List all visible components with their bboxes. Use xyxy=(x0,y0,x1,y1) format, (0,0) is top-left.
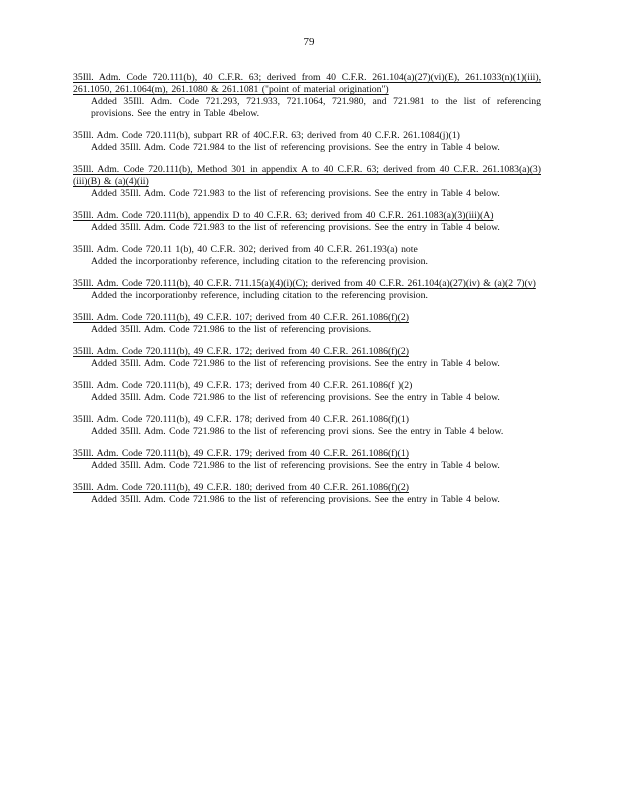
page-number: 79 xyxy=(303,36,315,48)
entry-citation: 35Ill. Adm. Code 720.111(b), 49 C.F.R. 179; derived from 40 C.F.R. 261.1086(f)(1) xyxy=(73,448,409,459)
entry-citation: 35Ill. Adm. Code 720.111(b), appendix D to 40 C.F.R. 63; derived from 40 C.F.R. 261.1083(a)(3)(iii)(A) xyxy=(73,210,494,221)
entry-note: Added 35Ill. Adm. Code 721.986 to the list of referencing provisions. xyxy=(91,324,372,335)
entry-citation: 35Ill. Adm. Code 720.111(b), 40 C.F.R. 63; derived from 40 C.F.R. 261.104(a)(27)(vi)(E), 261.1033(n)(1)(iii), 261.1050, 261.1064(m), 261.1080 & 261.1081 ("point of material origination") xyxy=(73,72,541,95)
entry-note: Added 35Ill. Adm. Code 721.986 to the list of referencing provisions. See the entry in Table 4 below. xyxy=(91,460,500,471)
entry-note: Added the incorporationby reference, including citation to the referencing provision. xyxy=(91,256,428,267)
entry-note: Added 35Ill. Adm. Code 721.986 to the list of referencing provisions. See the entry in Table 4 below. xyxy=(91,358,500,369)
entry-1 xyxy=(73,72,541,120)
entry-9 xyxy=(73,380,541,404)
entry-citation: 35Ill. Adm. Code 720.111(b), 49 C.F.R. 178; derived from 40 C.F.R. 261.1086(f)(1) xyxy=(73,414,409,425)
entry-note: Added 35Ill. Adm. Code 721.983 to the list of referencing provisions. See the entry in Table 4 below. xyxy=(91,188,500,199)
entry-note: Added 35Ill. Adm. Code 721.986 to the list of referencing provisions. See the entry in Table 4 below. xyxy=(91,494,500,505)
entry-4 xyxy=(73,210,541,234)
entry-citation: 35Ill. Adm. Code 720.111(b), subpart RR of 40C.F.R. 63; derived from 40 C.F.R. 261.1084(j)(1) xyxy=(73,130,460,141)
entry-note: Added 35Ill. Adm. Code 721.293, 721.933, 721.1064, 721.980, and 721.981 to the list of referencing provisions. See the entry in Table 4below. xyxy=(91,96,541,119)
entry-citation: 35Ill. Adm. Code 720.11 1(b), 40 C.F.R. 302; derived from 40 C.F.R. 261.193(a) note xyxy=(73,244,418,255)
entry-note: Added the incorporationby reference, including citation to the referencing provision. xyxy=(91,290,428,301)
entry-note: Added 35Ill. Adm. Code 721.984 to the list of referencing provisions. See the entry in Table 4 below. xyxy=(91,142,500,153)
entry-7 xyxy=(73,312,541,336)
entry-citation: 35Ill. Adm. Code 720.111(b), 49 C.F.R. 172; derived from 40 C.F.R. 261.1086(f)(2) xyxy=(73,346,409,357)
entry-8 xyxy=(73,346,541,370)
entry-10 xyxy=(73,414,541,438)
entry-citation: 35Ill. Adm. Code 720.111(b), Method 301 in appendix A to 40 C.F.R. 63; derived from 40 C.F.R. 261.1083(a)(3)(iii)(B) & (a)(4)(ii) xyxy=(73,164,541,187)
document-body xyxy=(73,72,541,516)
entry-12 xyxy=(73,482,541,506)
entry-citation: 35Ill. Adm. Code 720.111(b), 49 C.F.R. 107; derived from 40 C.F.R. 261.1086(f)(2) xyxy=(73,312,409,323)
entry-3 xyxy=(73,164,541,200)
entry-note: Added 35Ill. Adm. Code 721.983 to the list of referencing provisions. See the entry in Table 4 below. xyxy=(91,222,500,233)
entry-citation: 35Ill. Adm. Code 720.111(b), 49 C.F.R. 180; derived from 40 C.F.R. 261.1086(f)(2) xyxy=(73,482,409,493)
entry-note: Added 35Ill. Adm. Code 721.986 to the list of referencing provi sions. See the entry in Table 4 below. xyxy=(91,426,504,437)
entry-2 xyxy=(73,130,541,154)
entry-citation: 35Ill. Adm. Code 720.111(b), 49 C.F.R. 173; derived from 40 C.F.R. 261.1086(f )(2) xyxy=(73,380,413,391)
entry-5 xyxy=(73,244,541,268)
entry-citation: 35Ill. Adm. Code 720.111(b), 40 C.F.R. 711.15(a)(4)(i)(C); derived from 40 C.F.R. 261.104(a)(27)(iv) & (a)(2 7)(v) xyxy=(73,278,536,289)
entry-6 xyxy=(73,278,541,302)
entry-11 xyxy=(73,448,541,472)
entry-note: Added 35Ill. Adm. Code 721.986 to the list of referencing provisions. See the entry in Table 4 below. xyxy=(91,392,500,403)
